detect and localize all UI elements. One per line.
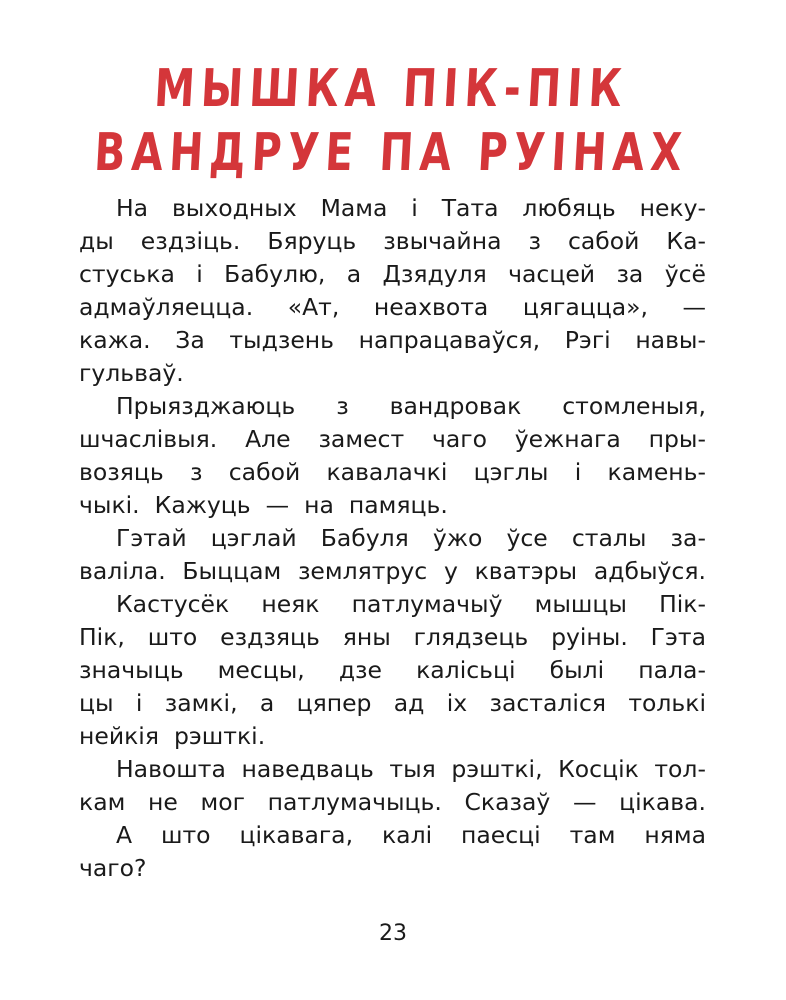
text-line: нейкія рэшткі. [79,722,266,750]
text-line: Навошта наведваць тыя рэшткі, Косцік тол- [116,755,706,783]
text-line: ды ездзіць. Бяруць звычайна з сабой Ка- [79,227,706,255]
text-line: Кастусёк неяк патлумачыў мышцы Пік- [116,590,706,618]
text-line: кажа. За тыдзень напрацаваўся, Рэгі навы- [79,326,706,354]
chapter-title-line-1: МЫШКА ПІК-ПІК [152,59,630,119]
text-line: валіла. Быццам землятрус у кватэры адбыўся. [79,557,706,585]
text-line: гульваў. [79,359,184,387]
text-line: шчаслівыя. Але замест чаго ўежнага пры- [79,425,706,453]
text-line: А што цікавага, калі паесці там няма [116,821,706,849]
text-line: стуська і Бабулю, а Дзядуля часцей за ўсё [79,260,706,288]
page-number: 23 [379,921,407,946]
text-line: Гэтай цэглай Бабуля ўжо ўсе сталы за- [116,524,706,552]
chapter-title-line-2: ВАНДРУЕ ПА РУІНАХ [92,123,690,183]
text-line: значыць месцы, дзе калісьці былі пала- [79,656,706,684]
text-line: возяць з сабой кавалачкі цэглы і камень- [79,458,706,486]
text-line: чаго? [79,854,147,882]
text-line: Пік, што ездзяць яны глядзець руіны. Гэта [79,623,706,651]
text-line: кам не мог патлумачыць. Сказаў — цікава. [79,788,706,816]
text-line: На выходных Мама і Тата любяць неку- [116,194,706,222]
text-line: цы і замкі, а цяпер ад іх засталіся толькі [79,689,706,717]
text-line: адмаўляецца. «Ат, неахвота цягацца», — [79,293,706,321]
text-line: чыкі. Кажуць — на памяць. [79,491,448,519]
story-text [79,192,706,885]
text-line: Прыязджаюць з вандровак стомленыя, [116,392,706,420]
